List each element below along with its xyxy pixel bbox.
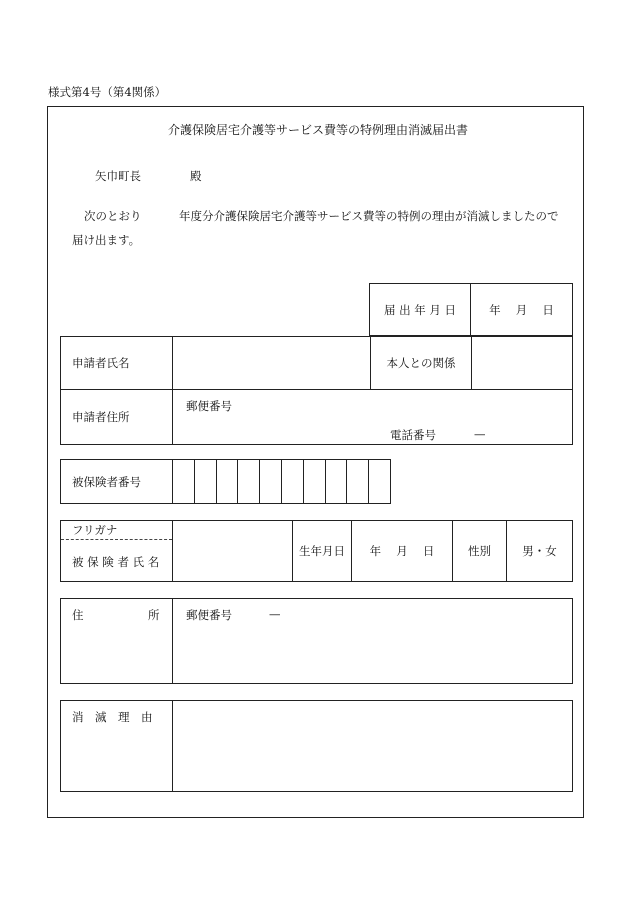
birth-date-label: 生年月日 bbox=[293, 521, 352, 582]
insured-number-digit-7[interactable] bbox=[303, 460, 325, 504]
reason-field[interactable] bbox=[173, 701, 573, 792]
statement-line1-body: 年度分介護保険居宅介護等サービス費等の特例の理由が消滅しましたので bbox=[179, 209, 559, 223]
insured-number-label: 被保険者番号 bbox=[61, 460, 173, 504]
address-label-left: 住 bbox=[72, 608, 84, 622]
applicant-address-field[interactable] bbox=[173, 390, 573, 445]
birth-date-field[interactable]: 年 月 日 bbox=[352, 521, 453, 582]
relation-label: 本人との関係 bbox=[371, 337, 472, 390]
address-postal-label: 郵便番号 bbox=[186, 608, 232, 622]
reason-label: 消 滅 理 由 bbox=[72, 710, 153, 724]
form-number: 様式第4号（第4関係） bbox=[48, 85, 167, 99]
insured-number-digit-4[interactable] bbox=[238, 460, 260, 504]
furigana-divider bbox=[61, 539, 172, 540]
statement-line2: 届け出ます。 bbox=[72, 233, 141, 247]
address-table bbox=[60, 598, 573, 684]
submission-date-field[interactable]: 年 月 日 bbox=[471, 284, 573, 336]
reason-table bbox=[60, 700, 573, 792]
insured-number-digit-2[interactable] bbox=[194, 460, 216, 504]
statement-line1-start: 次のとおり bbox=[84, 209, 142, 223]
applicant-phone-dash: — bbox=[474, 427, 486, 441]
addressee-honorific: 殿 bbox=[190, 169, 202, 183]
address-label-right: 所 bbox=[148, 608, 160, 622]
address-field[interactable] bbox=[173, 599, 573, 684]
sex-label: 性別 bbox=[453, 521, 507, 582]
applicant-name-field[interactable] bbox=[173, 337, 371, 390]
sex-field[interactable]: 男・女 bbox=[507, 521, 573, 582]
insured-number-digit-6[interactable] bbox=[281, 460, 303, 504]
reason-label-cell bbox=[61, 701, 173, 792]
insured-number-digit-1[interactable] bbox=[173, 460, 195, 504]
applicant-table bbox=[60, 336, 573, 445]
applicant-postal-label: 郵便番号 bbox=[186, 399, 232, 413]
insured-number-digit-8[interactable] bbox=[325, 460, 347, 504]
insured-number-digit-9[interactable] bbox=[347, 460, 369, 504]
applicant-address-label: 申請者住所 bbox=[61, 390, 173, 445]
address-postal-dash: — bbox=[269, 607, 281, 621]
insured-number-digit-5[interactable] bbox=[260, 460, 282, 504]
insured-person-table bbox=[60, 520, 573, 582]
address-label-cell bbox=[61, 599, 173, 684]
insured-name-label: 被 保 険 者 氏 名 bbox=[72, 555, 160, 569]
form-title: 介護保険居宅介護等サービス費等の特例理由消滅届出書 bbox=[168, 123, 469, 137]
applicant-phone-label: 電話番号 bbox=[390, 428, 436, 442]
furigana-label: フリガナ bbox=[72, 523, 118, 537]
insured-number-digit-3[interactable] bbox=[216, 460, 238, 504]
relation-field[interactable] bbox=[472, 337, 573, 390]
insured-name-label-cell bbox=[61, 521, 173, 582]
applicant-name-label: 申請者氏名 bbox=[61, 337, 173, 390]
submission-date-table bbox=[369, 283, 573, 336]
insured-number-table bbox=[60, 459, 391, 504]
insured-name-field[interactable] bbox=[173, 521, 293, 582]
addressee-mayor: 矢巾町長 bbox=[95, 169, 141, 183]
submission-date-label: 届 出 年 月 日 bbox=[370, 284, 471, 336]
insured-number-digit-10[interactable] bbox=[369, 460, 391, 504]
